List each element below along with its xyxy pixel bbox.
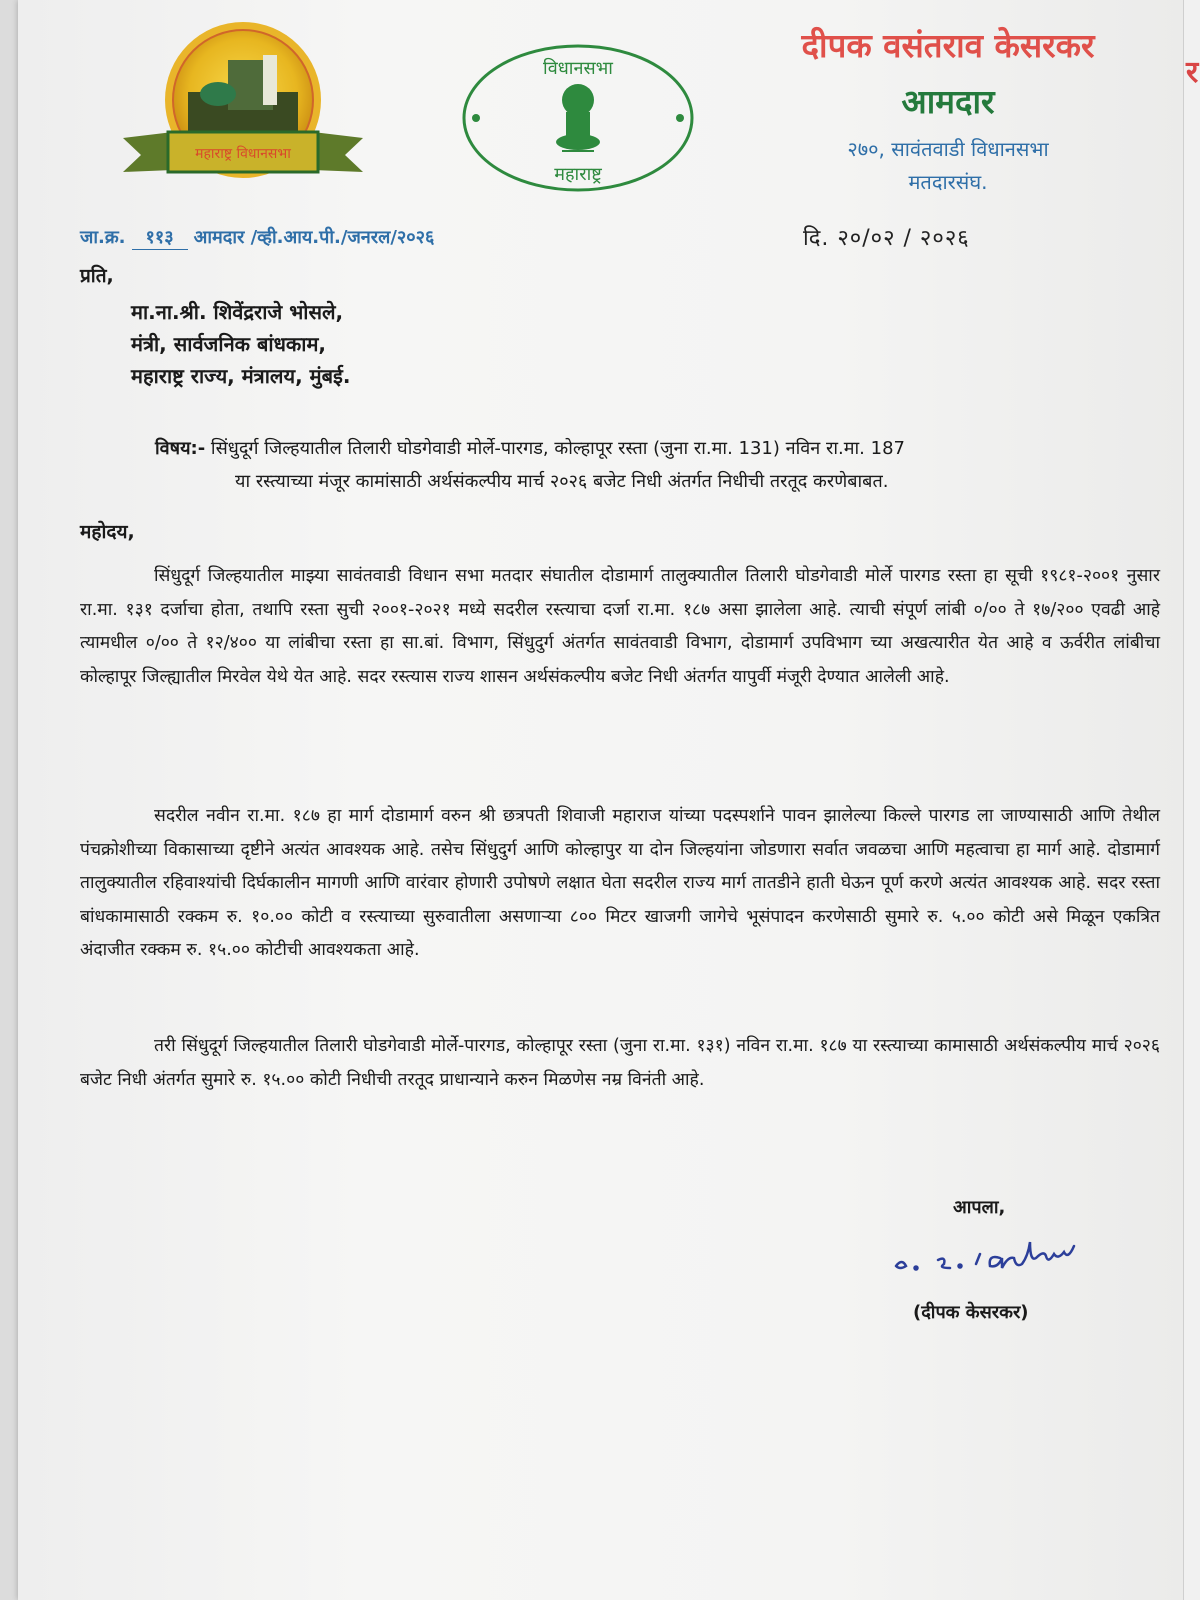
svg-text:महाराष्ट्र विधानसभा: महाराष्ट्र विधानसभा bbox=[195, 146, 291, 162]
body-paragraph-1: सिंधुदूर्ग जिल्हयातील माझ्या सावंतवाडी विधान सभा मतदार संघातील दोडामार्ग तालुक्यातील तिलारी घोडगेवाडी मोर्ले पारगड रस्ता हा सूची १९८१-२००१ नुसार रा.मा. १३१ दर्जाचा होता, तथापि रस्ता सुची २००१-२०२१ मध्ये सदरील रस्त्याचा दर्जा रा.मा. १८७ असा झालेला आहे. त्याची संपूर्ण लांबी ०/०० ते १७/२०० एवढी आहे त्यामधील ०/०० ते १२/४०० या लांबीचा रस्ता हा सा.बां. विभाग, सिंधुदुर्ग अंतर्गत सावंतवाडी विभाग, दोडामार्ग उपविभाग च्या अखत्यारीत येत आहे व ऊर्वरीत लांबीचा कोल्हापूर जिल्ह्यातील मिरवेल येथे येत आहे. सदर रस्त्यास राज्य शासन अर्थसंकल्पीय बजेट निधी अंतर्गत यापुर्वी मंजूरी देण्यात आलेली आहे. bbox=[80, 566, 1160, 687]
adjacent-page-edge bbox=[1183, 0, 1200, 1600]
reference-suffix: आमदार /व्ही.आय.पी./जनरल/२०२६ bbox=[193, 227, 435, 248]
signatory-name: (दीपक केसरकर) bbox=[913, 1302, 1029, 1323]
mla-name: दीपक वसंतराव केसरकर bbox=[801, 26, 1095, 65]
subject-line-2: या रस्त्याच्या मंजूर कामांसाठी अर्थसंकल्पीय मार्च २०२६ बजेट निधी अंतर्गत निधीची तरतूद करणेबाबत. bbox=[235, 471, 889, 492]
vidhansabha-seal-icon bbox=[458, 40, 698, 195]
subject-line-1: सिंधुदूर्ग जिल्हयातील तिलारी घोडगेवाडी मोर्ले-पारगड, कोल्हापूर रस्ता (जुना रा.मा. 131) नविन रा.मा. 187 bbox=[210, 438, 905, 459]
letter-page bbox=[18, 0, 1183, 1600]
closing: आपला, bbox=[953, 1197, 1006, 1218]
recipient-name: मा.ना.श्री. शिवेंद्रराजे भोसले, bbox=[131, 300, 344, 324]
signature-icon bbox=[888, 1228, 1148, 1278]
constituency-line-2: मतदारसंघ. bbox=[908, 170, 988, 194]
constituency-line-1: २७०, सावंतवाडी विधानसभा bbox=[847, 137, 1049, 161]
maharashtra-vidhansabha-emblem-icon bbox=[113, 20, 373, 190]
recipient-address: महाराष्ट्र राज्य, मंत्रालय, मुंबई. bbox=[131, 364, 351, 388]
letter-date: दि. २०/०२ / २०२६ bbox=[803, 226, 970, 251]
reference-prefix: जा.क्र. bbox=[80, 227, 126, 248]
adjacent-page-glyph: र bbox=[1186, 55, 1199, 90]
svg-text:विधानसभा: विधानसभा bbox=[543, 58, 613, 79]
salutation: महोदय, bbox=[80, 521, 135, 543]
body-paragraph-2: सदरील नवीन रा.मा. १८७ हा मार्ग दोडामार्ग वरुन श्री छत्रपती शिवाजी महाराज यांच्या पदस्पर्शाने पावन झालेल्या किल्ले पारगड ला जाण्यासाठी आणि तेथील पंचक्रोशीच्या विकासाच्या दृष्टीने अत्यंत आवश्यक आहे. तसेच सिंधुदुर्ग आणि कोल्हापुर या दोन जिल्हयांना जोडणारा सर्वात जवळचा आणि महत्वाचा हा मार्ग आहे. दोडामार्ग तालुक्यातील रहिवाश्यांची दिर्घकालीन मागणी आणि वारंवार होणारी उपोषणे लक्षात घेता सदरील राज्य मार्ग तातडीने हाती घेऊन पूर्ण करणे अत्यंत आवश्यक आहे. सदर रस्ता बांधकामासाठी रक्कम रु. १०.०० कोटी व रस्त्याच्या सुरुवातीला असणाऱ्या ८०० मिटर खाजगी जागेचे भूसंपादन करणेसाठी सुमारे रु. ५.०० कोटी असे मिळून एकत्रित अंदाजीत रक्कम रु. १५.०० कोटीची आवश्यकता आहे. bbox=[80, 806, 1160, 960]
subject bbox=[155, 432, 1145, 498]
mla-designation: आमदार bbox=[901, 82, 995, 121]
recipient-to: प्रति, bbox=[80, 265, 114, 287]
reference-serial: ११३ bbox=[132, 225, 188, 250]
subject-label: विषय:- bbox=[155, 438, 206, 459]
svg-text:महाराष्ट्र: महाराष्ट्र bbox=[554, 164, 602, 185]
recipient-designation: मंत्री, सार्वजनिक बांधकाम, bbox=[131, 332, 327, 356]
reference-number bbox=[80, 225, 434, 250]
body-paragraph-3: तरी सिंधुदूर्ग जिल्हयातील तिलारी घोडगेवाडी मोर्ले-पारगड, कोल्हापूर रस्ता (जुना रा.मा. १३१) नविन रा.मा. १८७ या रस्त्याच्या कामासाठी अर्थसंकल्पीय मार्च २०२६ बजेट निधी अंतर्गत सुमारे रु. १५.०० कोटी निधीची तरतूद प्राधान्याने करुन मिळणेस नम्र विनंती आहे. bbox=[80, 1036, 1160, 1090]
